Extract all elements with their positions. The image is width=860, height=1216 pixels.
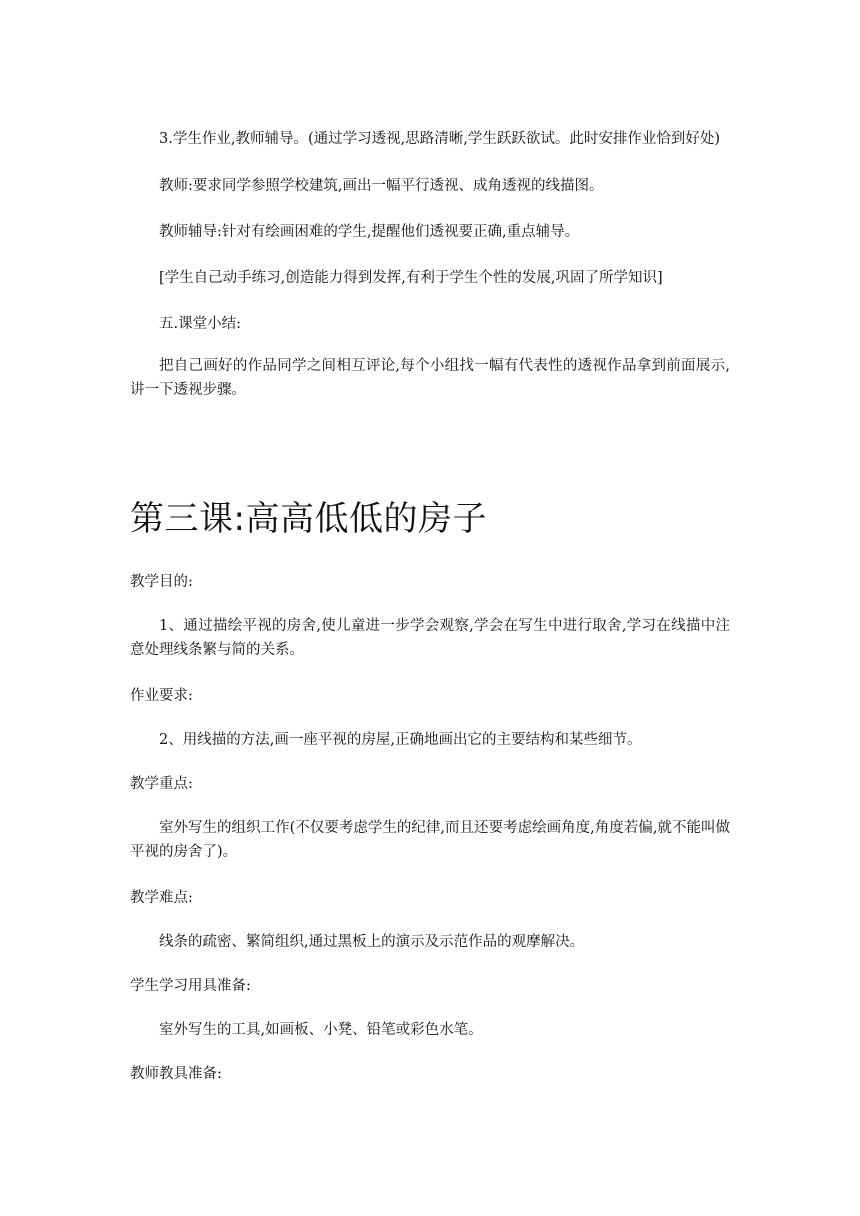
teaching-goal-text: 1、通过描绘平视的房舍,使儿童进一步学会观察,学会在写生中进行取舍,学习在线描中注意处理线条繁与简的关系。 xyxy=(130,618,730,658)
homework-requirement-text: 2、用线描的方法,画一座平视的房屋,正确地画出它的主要结构和某些细节。 xyxy=(159,732,642,748)
teaching-difficulty-text: 线条的疏密、繁简组织,通过黑板上的演示及示范作品的观摩解决。 xyxy=(159,934,585,950)
teaching-goal-label: 教学目的: xyxy=(130,574,193,590)
teacher-requirement-paragraph: 教师:要求同学参照学校建筑,画出一幅平行透视、成角透视的线描图。 xyxy=(159,178,604,194)
lesson-three-heading: 第三课:高高低低的房子 xyxy=(130,499,487,539)
student-tools-text: 室外写生的工具,如画板、小凳、铅笔或彩色水笔。 xyxy=(159,1022,483,1038)
homework-requirement-label: 作业要求: xyxy=(130,688,193,704)
homework-guidance-paragraph: 3.学生作业,教师辅导。(通过学习透视,思路清晰,学生跃跃欲试。此时安排作业恰到好处) xyxy=(159,131,720,147)
teaching-difficulty-label: 教学难点: xyxy=(130,890,193,906)
teaching-key-text: 室外写生的组织工作(不仅要考虑学生的纪律,而且还要考虑绘画角度,角度若偏,就不能叫做平视的房舍了)。 xyxy=(130,820,730,860)
practice-note-paragraph: [学生自己动手练习,创造能力得到发挥,有利于学生个性的发展,巩固了所学知识] xyxy=(159,270,663,286)
student-tools-label: 学生学习用具准备: xyxy=(130,978,251,994)
teacher-guidance-paragraph: 教师辅导:针对有绘画困难的学生,提醒他们透视要正确,重点辅导。 xyxy=(159,224,580,240)
teacher-tools-label: 教师教具准备: xyxy=(130,1066,222,1082)
section-five-title: 五.课堂小结: xyxy=(159,316,241,332)
teaching-key-label: 教学重点: xyxy=(130,776,193,792)
class-summary-paragraph: 把自己画好的作品同学之间相互评论,每个小组找一幅有代表性的透视作品拿到前面展示,讲一下透视步骤。 xyxy=(130,358,730,398)
